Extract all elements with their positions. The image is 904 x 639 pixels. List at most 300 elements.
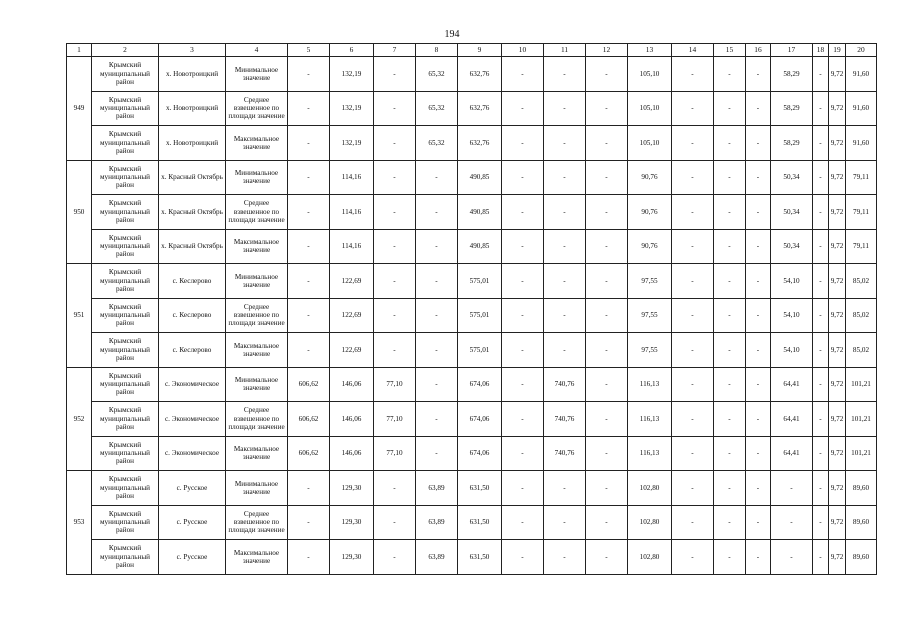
column-header: 11 [544,44,586,57]
value-cell: 9,72 [829,195,846,230]
value-cell: - [672,505,714,540]
district-cell: Крымский муниципальный район [92,264,159,299]
value-cell: 129,30 [330,471,374,506]
value-cell: 64,41 [771,436,813,471]
settlement-cell: х. Новотроицкий [159,57,226,92]
value-cell: - [288,264,330,299]
value-cell: - [374,229,416,264]
table-row [67,264,877,299]
district-cell: Крымский муниципальный район [92,367,159,402]
value-cell: - [288,298,330,333]
value-cell: - [544,298,586,333]
value-cell: 132,19 [330,57,374,92]
value-cell: 9,72 [829,91,846,126]
value-cell: 54,10 [771,298,813,333]
value-cell: - [672,298,714,333]
value-cell: - [771,471,813,506]
column-header: 20 [846,44,877,57]
value-cell: - [502,264,544,299]
value-cell: - [672,540,714,575]
value-cell: - [714,264,746,299]
value-cell: 606,62 [288,402,330,437]
table-row [67,298,877,333]
settlement-cell: х. Красный Октябрь [159,229,226,264]
value-cell: - [374,264,416,299]
value-cell: 77,10 [374,367,416,402]
value-type-cell: Максимальное значение [226,126,288,161]
settlement-cell: х. Красный Октябрь [159,160,226,195]
settlement-cell: х. Новотроицкий [159,126,226,161]
value-cell: - [288,229,330,264]
value-cell: - [714,126,746,161]
value-cell: - [374,471,416,506]
value-cell: - [586,402,628,437]
value-cell: - [746,402,771,437]
value-cell: - [672,195,714,230]
settlement-cell: с. Экономическое [159,367,226,402]
value-cell: - [813,436,829,471]
value-cell: - [813,505,829,540]
column-header: 4 [226,44,288,57]
value-cell: - [672,471,714,506]
value-cell: - [813,126,829,161]
column-header: 16 [746,44,771,57]
value-cell: 116,13 [628,367,672,402]
value-cell: 89,60 [846,505,877,540]
value-cell: 490,85 [458,160,502,195]
column-header: 2 [92,44,159,57]
table-row [67,367,877,402]
value-cell: 79,11 [846,229,877,264]
value-cell: - [502,229,544,264]
value-cell: - [502,57,544,92]
value-type-cell: Минимальное значение [226,471,288,506]
value-cell: - [714,540,746,575]
value-cell: - [544,333,586,368]
value-cell: - [771,505,813,540]
value-cell: - [374,126,416,161]
value-cell: 740,76 [544,367,586,402]
value-cell: - [714,160,746,195]
value-cell: 632,76 [458,57,502,92]
value-cell: 122,69 [330,264,374,299]
value-cell: - [813,471,829,506]
value-cell: 64,41 [771,367,813,402]
value-cell: - [502,402,544,437]
value-cell: 674,06 [458,367,502,402]
value-cell: 63,89 [416,505,458,540]
value-cell: - [586,57,628,92]
value-cell: - [746,160,771,195]
value-cell: - [672,436,714,471]
settlement-cell: с. Кеслерово [159,298,226,333]
value-cell: 146,06 [330,367,374,402]
value-cell: - [502,436,544,471]
value-cell: - [714,436,746,471]
column-header: 18 [813,44,829,57]
value-cell: 77,10 [374,402,416,437]
column-header: 10 [502,44,544,57]
value-cell: 631,50 [458,540,502,575]
value-cell: - [746,333,771,368]
district-cell: Крымский муниципальный район [92,91,159,126]
value-cell: 90,76 [628,195,672,230]
value-cell: 9,72 [829,333,846,368]
value-cell: - [586,436,628,471]
value-cell: 9,72 [829,229,846,264]
value-cell: 63,89 [416,471,458,506]
value-cell: - [714,298,746,333]
value-cell: - [544,505,586,540]
row-number: 951 [67,264,92,368]
value-cell: 50,34 [771,195,813,230]
value-cell: 674,06 [458,402,502,437]
value-cell: - [672,333,714,368]
value-cell: - [502,91,544,126]
value-cell: - [288,505,330,540]
value-type-cell: Максимальное значение [226,540,288,575]
value-cell: 65,32 [416,126,458,161]
value-cell: - [502,367,544,402]
value-cell: - [288,333,330,368]
value-cell: 77,10 [374,436,416,471]
value-cell: - [672,229,714,264]
value-cell: - [813,229,829,264]
value-cell: 9,72 [829,505,846,540]
table-row [67,540,877,575]
value-cell: 101,21 [846,367,877,402]
value-cell: - [288,471,330,506]
settlement-cell: с. Кеслерово [159,264,226,299]
value-cell: - [502,160,544,195]
value-cell: 85,02 [846,298,877,333]
value-cell: 65,32 [416,57,458,92]
value-cell: 116,13 [628,402,672,437]
value-cell: 114,16 [330,160,374,195]
value-cell: 740,76 [544,402,586,437]
value-cell: - [416,160,458,195]
value-cell: 490,85 [458,195,502,230]
value-type-cell: Максимальное значение [226,436,288,471]
value-cell: - [714,57,746,92]
value-cell: - [714,91,746,126]
column-header: 9 [458,44,502,57]
value-cell: - [416,264,458,299]
row-number: 953 [67,471,92,575]
value-cell: - [416,333,458,368]
value-cell: - [374,505,416,540]
value-cell: - [288,91,330,126]
value-cell: - [374,195,416,230]
district-cell: Крымский муниципальный район [92,505,159,540]
column-header: 1 [67,44,92,57]
district-cell: Крымский муниципальный район [92,436,159,471]
value-cell: 91,60 [846,91,877,126]
settlement-cell: с. Русское [159,505,226,540]
value-cell: 632,76 [458,91,502,126]
district-cell: Крымский муниципальный район [92,160,159,195]
value-cell: 102,80 [628,540,672,575]
table-row [67,160,877,195]
district-cell: Крымский муниципальный район [92,402,159,437]
column-header: 13 [628,44,672,57]
value-cell: 606,62 [288,436,330,471]
value-cell: - [374,57,416,92]
column-header: 7 [374,44,416,57]
value-cell: - [746,540,771,575]
value-cell: - [813,91,829,126]
value-cell: - [544,229,586,264]
value-cell: - [544,91,586,126]
value-cell: - [813,57,829,92]
value-cell: - [416,436,458,471]
value-cell: 606,62 [288,367,330,402]
value-cell: - [586,333,628,368]
row-number: 950 [67,160,92,264]
value-cell: 105,10 [628,57,672,92]
value-cell: - [544,160,586,195]
value-cell: - [746,264,771,299]
value-cell: - [502,333,544,368]
value-cell: - [502,505,544,540]
settlement-cell: с. Русское [159,471,226,506]
value-cell: - [672,160,714,195]
value-cell: - [374,160,416,195]
value-cell: 63,89 [416,540,458,575]
table-row [67,57,877,92]
value-cell: 102,80 [628,505,672,540]
column-header: 8 [416,44,458,57]
value-cell: - [714,471,746,506]
value-cell: - [586,91,628,126]
value-cell: 740,76 [544,436,586,471]
table-row [67,126,877,161]
value-cell: 146,06 [330,436,374,471]
value-cell: 132,19 [330,126,374,161]
table-body [67,44,877,575]
value-cell: - [586,540,628,575]
value-cell: - [586,505,628,540]
value-cell: - [374,298,416,333]
value-cell: 9,72 [829,57,846,92]
value-cell: - [502,126,544,161]
value-type-cell: Максимальное значение [226,229,288,264]
value-cell: 9,72 [829,540,846,575]
column-header: 14 [672,44,714,57]
value-cell: 9,72 [829,367,846,402]
value-cell: - [746,195,771,230]
settlement-cell: с. Экономическое [159,436,226,471]
value-cell: - [586,298,628,333]
value-cell: - [746,298,771,333]
value-cell: 631,50 [458,471,502,506]
value-cell: - [746,436,771,471]
table-row [67,402,877,437]
value-type-cell: Минимальное значение [226,160,288,195]
value-cell: 97,55 [628,264,672,299]
value-cell: 9,72 [829,298,846,333]
value-cell: 97,55 [628,333,672,368]
value-cell: - [813,264,829,299]
district-cell: Крымский муниципальный район [92,126,159,161]
value-cell: - [502,471,544,506]
value-cell: 9,72 [829,402,846,437]
value-cell: - [416,298,458,333]
value-cell: 105,10 [628,91,672,126]
value-cell: - [746,57,771,92]
value-cell: 97,55 [628,298,672,333]
value-cell: 54,10 [771,333,813,368]
value-cell: 129,30 [330,505,374,540]
value-cell: 9,72 [829,471,846,506]
value-type-cell: Среднее взвешенное по площади значение [226,91,288,126]
value-cell: 575,01 [458,333,502,368]
district-cell: Крымский муниципальный район [92,57,159,92]
value-cell: - [714,195,746,230]
value-cell: - [813,298,829,333]
value-type-cell: Среднее взвешенное по площади значение [226,402,288,437]
value-cell: 674,06 [458,436,502,471]
value-cell: 132,19 [330,91,374,126]
value-cell: 122,69 [330,298,374,333]
value-cell: - [813,160,829,195]
value-cell: - [714,229,746,264]
value-cell: - [544,471,586,506]
value-cell: - [714,505,746,540]
column-header: 15 [714,44,746,57]
value-cell: 89,60 [846,471,877,506]
table-row [67,229,877,264]
value-cell: - [813,195,829,230]
page-number: 194 [444,29,460,40]
value-cell: - [544,540,586,575]
value-cell: 85,02 [846,333,877,368]
value-cell: - [672,264,714,299]
value-cell: 9,72 [829,264,846,299]
value-cell: - [374,540,416,575]
value-cell: 102,80 [628,471,672,506]
value-cell: 79,11 [846,195,877,230]
district-cell: Крымский муниципальный район [92,540,159,575]
value-cell: 9,72 [829,160,846,195]
data-table [66,43,877,575]
value-cell: 50,34 [771,160,813,195]
settlement-cell: х. Красный Октябрь [159,195,226,230]
table-row [67,91,877,126]
value-cell: 631,50 [458,505,502,540]
value-cell: 65,32 [416,91,458,126]
value-cell: - [714,333,746,368]
value-cell: - [813,402,829,437]
settlement-cell: с. Русское [159,540,226,575]
value-cell: - [288,195,330,230]
value-cell: - [502,540,544,575]
value-cell: - [416,367,458,402]
value-cell: - [672,367,714,402]
value-cell: 91,60 [846,57,877,92]
district-cell: Крымский муниципальный район [92,471,159,506]
value-cell: - [586,195,628,230]
value-cell: - [374,333,416,368]
value-cell: 490,85 [458,229,502,264]
column-header: 3 [159,44,226,57]
settlement-cell: с. Экономическое [159,402,226,437]
value-cell: - [502,298,544,333]
settlement-cell: х. Новотроицкий [159,91,226,126]
value-cell: 116,13 [628,436,672,471]
settlement-cell: с. Кеслерово [159,333,226,368]
value-cell: 114,16 [330,195,374,230]
value-cell: 146,06 [330,402,374,437]
value-cell: - [416,402,458,437]
column-header: 17 [771,44,813,57]
value-cell: - [288,160,330,195]
value-cell: - [771,540,813,575]
district-cell: Крымский муниципальный район [92,298,159,333]
column-header: 5 [288,44,330,57]
value-cell: 85,02 [846,264,877,299]
value-cell: 9,72 [829,436,846,471]
value-cell: - [374,91,416,126]
value-cell: - [288,540,330,575]
value-cell: 50,34 [771,229,813,264]
table-row [67,471,877,506]
value-cell: - [544,195,586,230]
district-cell: Крымский муниципальный район [92,229,159,264]
value-cell: - [746,367,771,402]
header-row [67,44,877,57]
value-cell: - [544,57,586,92]
column-header: 12 [586,44,628,57]
value-cell: - [746,505,771,540]
row-number: 949 [67,57,92,161]
value-cell: - [672,57,714,92]
value-cell: - [813,540,829,575]
value-cell: 114,16 [330,229,374,264]
value-cell: 90,76 [628,229,672,264]
value-cell: 632,76 [458,126,502,161]
value-type-cell: Максимальное значение [226,333,288,368]
value-cell: - [288,57,330,92]
value-cell: 89,60 [846,540,877,575]
value-cell: 101,21 [846,402,877,437]
value-cell: - [714,367,746,402]
value-cell: - [502,195,544,230]
table-row [67,505,877,540]
value-cell: 105,10 [628,126,672,161]
value-cell: - [672,126,714,161]
table-row [67,195,877,230]
value-cell: 122,69 [330,333,374,368]
row-number: 952 [67,367,92,471]
column-header: 19 [829,44,846,57]
value-cell: - [586,264,628,299]
value-type-cell: Минимальное значение [226,367,288,402]
district-cell: Крымский муниципальный район [92,333,159,368]
value-type-cell: Среднее взвешенное по площади значение [226,505,288,540]
value-cell: - [416,229,458,264]
value-cell: 54,10 [771,264,813,299]
value-cell: - [746,91,771,126]
value-type-cell: Среднее взвешенное по площади значение [226,298,288,333]
value-cell: - [746,229,771,264]
column-header: 6 [330,44,374,57]
value-cell: 575,01 [458,264,502,299]
value-cell: - [672,402,714,437]
value-cell: 64,41 [771,402,813,437]
table-row [67,333,877,368]
value-cell: - [746,471,771,506]
